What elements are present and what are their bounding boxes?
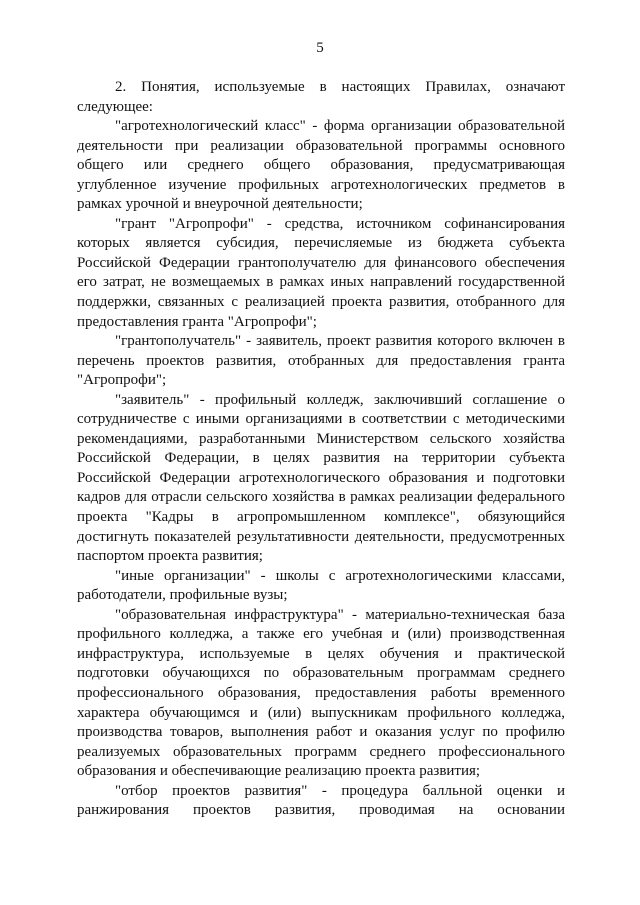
paragraph-definitions-intro: 2. Понятия, используемые в настоящих Правилах, означают следующее: [77, 79, 565, 115]
paragraph-educational-infrastructure: "образовательная инфраструктура" - материально-техническая база профильного колледжа, а также его учебная и (или) производственная инфраструктура, используемые в целях обучения и практической подготовки обучающихся по образовательным программам среднего профессионального образования, предоставления работы временного характера обучающимся и (или) выпускникам профильного колледжа, производства товаров, выполнения работ и оказания услуг по профилю реализуемых образовательных программ среднего профессионального образования и обеспечивающие реализацию проекта развития; [77, 606, 565, 780]
document-body [77, 78, 565, 821]
paragraph-other-organizations: "иные организации" - школы с агротехнологическими классами, работодатели, профильные вузы; [77, 567, 565, 604]
paragraph-applicant: "заявитель" - профильный колледж, заключивший соглашение о сотрудничестве с иными организациями в соответствии с методическими рекомендациями, разработанными Министерством сельского хозяйства Российской Федерации, в целях развития на территории субъекта Российской Федерации агротехнологического образования и подготовки кадров для отрасли сельского хозяйства в рамках реализации федерального проекта "Кадры в агропромышленном комплексе", обязующийся достигнуть показателей результативности деятельности, предусмотренных паспортом проекта развития; [77, 391, 565, 565]
page-number: 5 [316, 40, 324, 56]
paragraph-grant-agroprofi: "грант "Агропрофи" - средства, источником софинансирования которых является субсидия, перечисляемые из бюджета субъекта Российской Федерации грантополучателю для финансового обеспечения его затрат, не возмещаемых в рамках иных направлений государственной поддержки, связанных с реализацией проекта развития, отобранного для предоставления гранта "Агропрофи"; [77, 215, 565, 330]
paragraph-grant-recipient: "грантополучатель" - заявитель, проект развития которого включен в перечень проектов развития, отобранных для предоставления гранта "Агропрофи"; [77, 333, 565, 389]
paragraph-agrotech-class: "агротехнологический класс" - форма организации образовательной деятельности при реализации образовательной программы основного общего или среднего общего образования, предусматривающая углубленное изучение профильных агротехнологических предметов в рамках урочной и внеурочной деятельности; [77, 118, 565, 213]
paragraph-project-selection: "отбор проектов развития" - процедура балльной оценки и ранжирования проектов развития, проводимая на основании [77, 782, 565, 819]
